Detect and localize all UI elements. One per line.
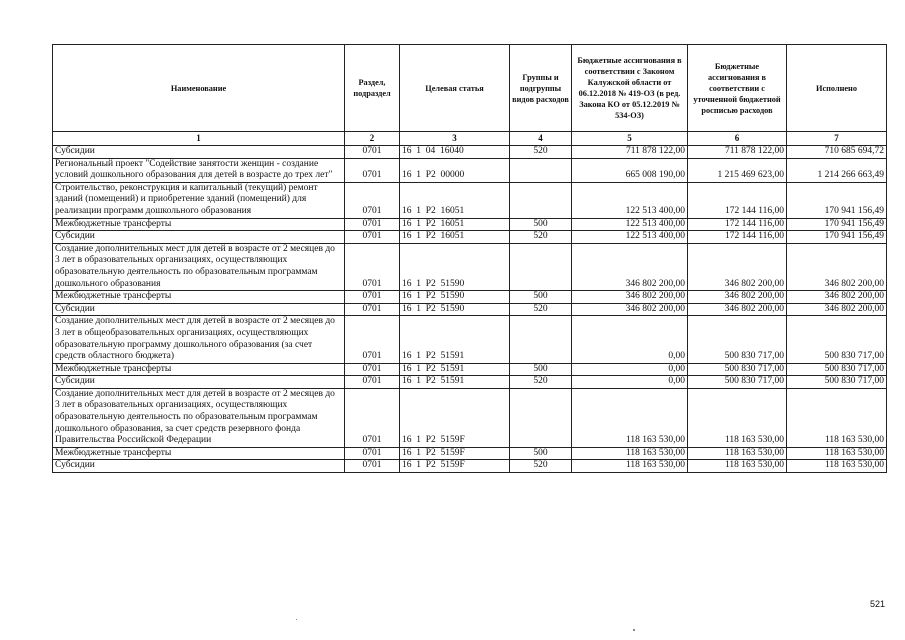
table-row (53, 363, 887, 376)
row-specified: 500 830 717,00 (688, 376, 787, 389)
table-row (53, 447, 887, 460)
row-group (510, 158, 572, 182)
row-specified: 172 144 116,00 (688, 182, 787, 218)
row-executed: 1 214 266 663,49 (787, 158, 887, 182)
table-row (53, 388, 887, 447)
row-executed: 710 685 694,72 (787, 146, 887, 159)
row-section: 0701 (345, 231, 400, 244)
table-row (53, 146, 887, 159)
column-number: 3 (400, 132, 510, 146)
column-number: 5 (572, 132, 688, 146)
row-specified: 711 878 122,00 (688, 146, 787, 159)
row-name: Создание дополнительных мест для детей в возрасте от 2 месяцев до 3 лет в общеобразовательных организациях, осуществляющих образовательную программу дошкольного образования (за счет средств областного бюджета) (53, 316, 345, 363)
row-target: 16 1 P2 16051 (400, 231, 510, 244)
row-target: 16 1 P2 51591 (400, 363, 510, 376)
row-specified: 346 802 200,00 (688, 243, 787, 290)
row-approved: 0,00 (572, 376, 688, 389)
row-specified: 1 215 469 623,00 (688, 158, 787, 182)
table-row (53, 158, 887, 182)
row-group (510, 243, 572, 290)
header-row (53, 45, 887, 132)
row-approved: 665 008 190,00 (572, 158, 688, 182)
row-target: 16 1 P2 51590 (400, 291, 510, 304)
row-group: 500 (510, 447, 572, 460)
header-approved: Бюджетные ассигнования в соответствии с Законом Калужской области от 06.12.2018 № 419-ОЗ (в ред. Закона КО от 05.12.2019 № 534-ОЗ) (572, 45, 688, 132)
scan-speck (633, 629, 635, 631)
row-section: 0701 (345, 146, 400, 159)
column-number: 7 (787, 132, 887, 146)
row-target: 16 1 P2 5159F (400, 388, 510, 447)
row-group (510, 182, 572, 218)
row-name: Межбюджетные трансферты (53, 291, 345, 304)
row-name: Субсидии (53, 460, 345, 473)
row-group: 520 (510, 146, 572, 159)
row-executed: 500 830 717,00 (787, 376, 887, 389)
row-executed: 118 163 530,00 (787, 460, 887, 473)
table-row (53, 231, 887, 244)
row-target: 16 1 P2 51590 (400, 303, 510, 316)
table-row (53, 376, 887, 389)
row-approved: 346 802 200,00 (572, 291, 688, 304)
row-name: Субсидии (53, 231, 345, 244)
row-target: 16 1 P2 51591 (400, 376, 510, 389)
scan-speck (296, 619, 297, 620)
table-row (53, 460, 887, 473)
header-executed: Исполнено (787, 45, 887, 132)
row-section: 0701 (345, 460, 400, 473)
row-target: 16 1 P2 16051 (400, 182, 510, 218)
row-group: 520 (510, 376, 572, 389)
row-group: 500 (510, 218, 572, 231)
table-row (53, 218, 887, 231)
row-specified: 500 830 717,00 (688, 316, 787, 363)
row-section: 0701 (345, 182, 400, 218)
row-approved: 711 878 122,00 (572, 146, 688, 159)
column-number: 1 (53, 132, 345, 146)
row-executed: 500 830 717,00 (787, 316, 887, 363)
row-executed: 346 802 200,00 (787, 303, 887, 316)
row-name: Межбюджетные трансферты (53, 218, 345, 231)
row-name: Строительство, реконструкция и капитальный (текущий) ремонт зданий (помещений) и приобретение зданий (помещений) для реализации программ дошкольного образования (53, 182, 345, 218)
row-executed: 170 941 156,49 (787, 182, 887, 218)
row-section: 0701 (345, 447, 400, 460)
row-approved: 122 513 400,00 (572, 182, 688, 218)
row-name: Создание дополнительных мест для детей в возрасте от 2 месяцев до 3 лет в образовательных организациях, осуществляющих образовательную деятельность по образовательным программам дошкольного образования (53, 243, 345, 290)
header-section: Раздел, подраздел (345, 45, 400, 132)
row-specified: 172 144 116,00 (688, 218, 787, 231)
row-target: 16 1 P2 5159F (400, 447, 510, 460)
header-specified: Бюджетные ассигнования в соответствии с уточненной бюджетной росписью расходов (688, 45, 787, 132)
row-specified: 118 163 530,00 (688, 447, 787, 460)
header-name: Наименование (53, 45, 345, 132)
row-section: 0701 (345, 316, 400, 363)
budget-table (52, 44, 887, 473)
row-approved: 118 163 530,00 (572, 447, 688, 460)
row-approved: 118 163 530,00 (572, 388, 688, 447)
row-specified: 118 163 530,00 (688, 460, 787, 473)
row-section: 0701 (345, 158, 400, 182)
table-row (53, 303, 887, 316)
table-row (53, 316, 887, 363)
row-name: Межбюджетные трансферты (53, 363, 345, 376)
header-target: Целевая статья (400, 45, 510, 132)
row-executed: 118 163 530,00 (787, 447, 887, 460)
column-number: 6 (688, 132, 787, 146)
row-section: 0701 (345, 303, 400, 316)
row-executed: 346 802 200,00 (787, 291, 887, 304)
row-target: 16 1 P2 5159F (400, 460, 510, 473)
row-section: 0701 (345, 388, 400, 447)
row-group: 500 (510, 291, 572, 304)
table-row (53, 182, 887, 218)
row-name: Создание дополнительных мест для детей в возрасте от 2 месяцев до 3 лет в образовательных организациях, осуществляющих образовательную деятельность по образовательным программам дошкольного образования, за счет средств резервного фонда Правительства Российской Федерации (53, 388, 345, 447)
row-section: 0701 (345, 376, 400, 389)
row-approved: 122 513 400,00 (572, 218, 688, 231)
row-target: 16 1 P2 51590 (400, 243, 510, 290)
column-number: 4 (510, 132, 572, 146)
row-name: Субсидии (53, 146, 345, 159)
row-approved: 346 802 200,00 (572, 303, 688, 316)
row-section: 0701 (345, 243, 400, 290)
row-section: 0701 (345, 291, 400, 304)
column-number-row (53, 132, 887, 146)
row-approved: 0,00 (572, 316, 688, 363)
row-name: Межбюджетные трансферты (53, 447, 345, 460)
row-target: 16 1 P2 16051 (400, 218, 510, 231)
row-group: 500 (510, 363, 572, 376)
row-specified: 172 144 116,00 (688, 231, 787, 244)
row-group: 520 (510, 460, 572, 473)
row-executed: 500 830 717,00 (787, 363, 887, 376)
row-group (510, 316, 572, 363)
row-specified: 346 802 200,00 (688, 303, 787, 316)
row-target: 16 1 P2 51591 (400, 316, 510, 363)
row-approved: 346 802 200,00 (572, 243, 688, 290)
row-specified: 500 830 717,00 (688, 363, 787, 376)
page-number: 521 (869, 599, 885, 609)
table-row (53, 291, 887, 304)
row-section: 0701 (345, 218, 400, 231)
row-target: 16 1 P2 00000 (400, 158, 510, 182)
row-executed: 118 163 530,00 (787, 388, 887, 447)
row-name: Субсидии (53, 303, 345, 316)
row-approved: 122 513 400,00 (572, 231, 688, 244)
row-specified: 118 163 530,00 (688, 388, 787, 447)
row-executed: 346 802 200,00 (787, 243, 887, 290)
row-approved: 118 163 530,00 (572, 460, 688, 473)
table-row (53, 243, 887, 290)
row-name: Региональный проект "Содействие занятости женщин - создание условий дошкольного образования для детей в возрасте до трех лет" (53, 158, 345, 182)
row-specified: 346 802 200,00 (688, 291, 787, 304)
row-name: Субсидии (53, 376, 345, 389)
row-section: 0701 (345, 363, 400, 376)
row-executed: 170 941 156,49 (787, 231, 887, 244)
column-number: 2 (345, 132, 400, 146)
row-target: 16 1 04 16040 (400, 146, 510, 159)
row-group: 520 (510, 231, 572, 244)
row-group: 520 (510, 303, 572, 316)
header-group: Группы и подгруппы видов расходов (510, 45, 572, 132)
row-approved: 0,00 (572, 363, 688, 376)
row-group (510, 388, 572, 447)
row-executed: 170 941 156,49 (787, 218, 887, 231)
